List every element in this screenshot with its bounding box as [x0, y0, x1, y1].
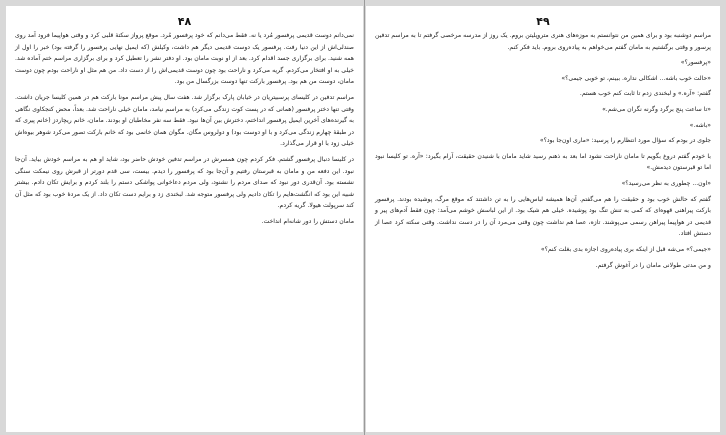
paragraph: گفتم که حالش خوب بود و حقیقت را هم می‌گفتم. آن‌ها همیشه لباس‌هایی را به تن داشتند که موقع مرگ، پوشیده بودند. پرفسور بارکت پیراهنی قهوه‌ای که کمی به تنش تنگ بود پوشیده. خیلی هم شیک بود. از این لباسش خوشم می‌آمد: چون فقط آدم‌های پیر و قدیمی در هواپیما پیراهن رسمی می‌پوشند. تازه، عصا هم نداشت چون وقتی می‌مرد آن را در دست نداشت. وقتی سکته کرد عصا از دستش افتاد. — [375, 195, 711, 238]
paragraph: «پرفسور؟» — [680, 59, 711, 67]
page-number-left: ۴۸ — [177, 15, 192, 28]
page-gutter — [364, 0, 365, 435]
paragraph: نمی‌دانم دوست قدیمی پرفسور مُرد یا نه. فقط می‌دانم که خود پرفسور مُرد. موقع پرواز سکتهٔ قلبی کرد و وقتی هواپیما فرود آمد روی صندلی‌اش از این دنیا رفت. پرفسور یک دوست قدیمی دیگر هم داشت، وکیلش (که ایمیل نهایی پرفسور را گرفته بود) خبر را اول از همه شنید. برای برگزاری جسد اقدام کرد. بعد از او نوبت مامان بود. او دفتر نشر را تعطیل کرد و برای برگزاری مراسم ختم آماده شد. خیلی به او افتخار می‌کردم. گریه می‌کرد و ناراحت بود چون دوست قدیمی‌اش را از دست داد. من هم مثل او ناراحت بودم چون دوست مامان، دوست من هم بود. پرفسور بارکت تنها دوست بزرگسال من بود. — [15, 32, 354, 86]
right-page-text — [375, 30, 711, 275]
paragraph: مامان دستش را دور شانه‌ام انداخت. — [261, 217, 354, 225]
paragraph: مراسم تدفین در کلیسای پرسبیتریان در خیابان پارک برگزار شد. هفت سال پیش مراسم مونا بارکت هم در همین کلیسا جریان داشت. وقتی تنها دختر پرفسور (همانی که در پست کوت زندگی می‌کرد) به مراسم نیامد، مامان خیلی ناراحت شد. بعداً، محض کنجکاوی نگاهی به گیرنده‌های آخرین ایمیل پرفسور انداختم، دخترش بین آن‌ها نبود. فقط سه نفر مخاطبان او بودند. مامان، خانم ریچاردز (خانم پیری که در طبقهٔ چهارم زندگی می‌کرد و با او دوست بود) و دولروس مگان. مگوان همان خانمی بود که خانم بارکت تصور می‌کرد شوهر بیوه‌اش خیلی زود با او قرار می‌گذارد. — [15, 93, 354, 148]
paragraph: «جیمی؟» می‌شه قبل از اینکه بری پیاده‌روی اجازه بدی بغلت کنم؟» — [540, 245, 711, 253]
paragraph: جلوی در بودم که سؤال مورد انتظارم را پرسید: «ماری اون‌جا بود؟» — [539, 137, 711, 145]
paragraph: و من مدتی طولانی مامان را در آغوش گرفتم. — [595, 261, 711, 269]
paragraph: مراسم دوشنبه بود و برای همین من نتوانستم به موزه‌های هنری متروپلیتن بروم. یک روز از مدرسه مرخصی گرفتم تا به مراسم تدفین پرسور و وقتی برگشتیم به مامان گفتم می‌خواهم به پیاده‌روی بروم. باید فکر کنم. — [375, 32, 711, 51]
right-page — [366, 6, 720, 432]
paragraph: در کلیسا دنبال پرفسور گشتم. فکر کردم چون همسرش در مراسم تدفین خودش حاضر بود، شاید او هم به مراسم خودش بیاید. آن‌جا نبود. این دفعه من و مامان به قبرستان رفتیم و آن‌جا بود که پرفسور را دیدم. بیست، سی قدم دورتر از قبرش روی نیمکت سنگی نشسته بود. آن‌قدری دور نبود که صدای مردم را نشنود، ولی مردم دعاخوانی پواشکی دستم را بلند کردم و برایش تکان دادم. بیشتر شبیه این بود که انگشت‌هایم را تکان دادیم ولی پرفسور متوجه شد. لبخندی زد و برایم دست تکان داد. از یک مردهٔ خوب بود که مثل آن کند سرپولت هیولا. گریه کردم. — [15, 155, 354, 210]
paragraph: گفتم: «آره.» و لبخندی زدم تا ثابت کنم خوب هستم. — [579, 90, 711, 98]
paragraph: «حالت خوب باشه... اشکالی نداره. ببینم، تو خوبی جیمی؟» — [561, 74, 711, 82]
page-number-right: ۴۹ — [536, 15, 550, 28]
left-page — [6, 6, 363, 432]
paragraph: «تا ساعت پنج برگرد وگرنه نگران می‌شم.» — [602, 105, 711, 113]
paragraph: «باشه.» — [689, 121, 711, 129]
paragraph: با خودم گفتم دروغ بگویم تا مامان ناراحت نشود اما بعد به ذهنم رسید شاید مامان با شنیدن حقیقت، آرام بگیرد: «آره. تو کلیسا نبود اما تو قبرستون دیدمش.» — [375, 152, 711, 172]
left-page-text — [15, 30, 354, 232]
paragraph: «اون... چطوری به نظر می‌رسید؟» — [621, 179, 711, 187]
